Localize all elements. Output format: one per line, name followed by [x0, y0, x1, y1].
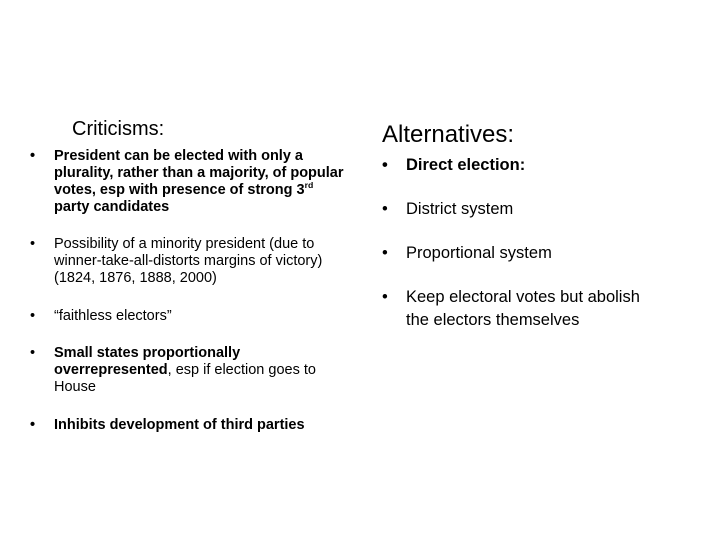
list-item-text: District system — [406, 200, 514, 218]
bullet-icon — [382, 242, 388, 265]
list-item-text: President can be elected with only a plurality, rather than a majority, of popular votes, esp with presence of strong 3rd party candidates — [54, 148, 344, 215]
bullet-icon — [382, 198, 388, 221]
list-item — [382, 242, 642, 265]
list-item — [30, 236, 350, 287]
list-item-text: “faithless electors” — [54, 308, 172, 324]
criticisms-heading: Criticisms: — [72, 118, 165, 140]
list-item-text: Possibility of a minority president (due to winner-take-all-distorts margins of victory) (1824, 1876, 1888, 2000) — [54, 236, 323, 286]
bullet-icon — [30, 345, 35, 362]
list-item — [30, 417, 350, 434]
list-item — [382, 154, 642, 177]
bullet-icon — [30, 148, 35, 165]
bullet-icon — [30, 308, 35, 325]
alternatives-heading: Alternatives: — [382, 121, 515, 148]
bullet-icon — [30, 236, 35, 253]
list-item-text: Direct election: — [406, 156, 526, 174]
bullet-icon — [30, 417, 35, 434]
list-item — [30, 308, 350, 325]
list-item — [30, 345, 350, 396]
list-item — [382, 198, 642, 221]
list-item — [30, 148, 350, 216]
list-item-text: Small states proportionally overrepresented, esp if election goes to House — [54, 345, 316, 395]
list-item-text: Proportional system — [406, 244, 552, 262]
list-item-text: Keep electoral votes but abolish the electors themselves — [406, 288, 640, 329]
list-item-text: Inhibits development of third parties — [54, 417, 305, 433]
list-item — [382, 286, 642, 332]
bullet-icon — [382, 154, 388, 177]
bullet-icon — [382, 286, 388, 309]
